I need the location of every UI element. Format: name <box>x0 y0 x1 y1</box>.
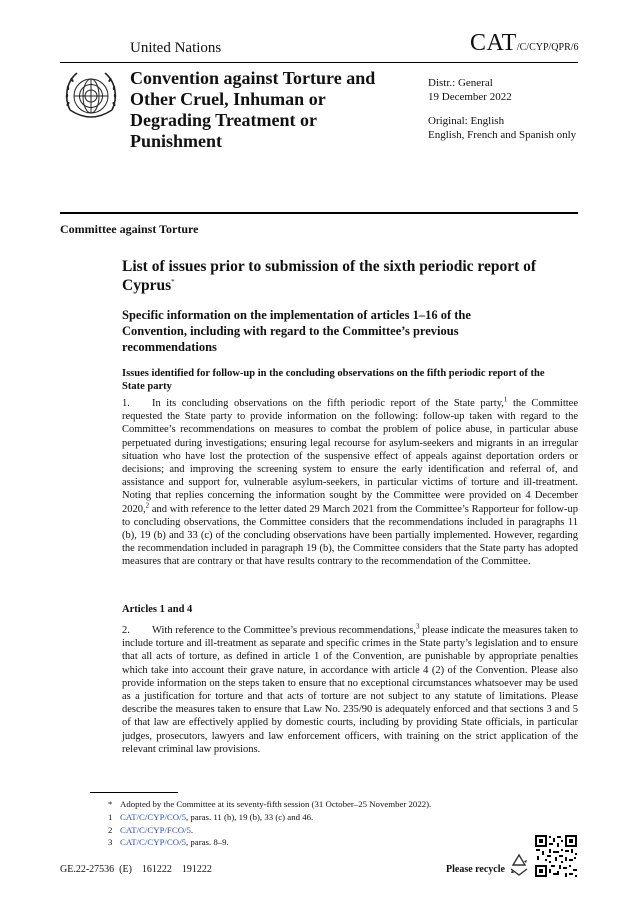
paragraph-number: 1. <box>122 398 130 409</box>
available-languages: English, French and Spanish only <box>428 129 577 141</box>
header-divider <box>60 62 578 63</box>
paragraph-2 <box>122 624 578 756</box>
footnote-ref[interactable]: 3 <box>415 622 420 631</box>
footnote <box>108 836 431 849</box>
footnote-link[interactable]: CAT/C/CYP/FCO/5 <box>120 824 191 835</box>
org-name: United Nations <box>130 40 222 56</box>
original-language: Original: English <box>428 115 505 127</box>
footnote-marker: 3 <box>108 837 113 848</box>
footnote-text: Adopted by the Committee at its seventy-fifth session (31 October–25 November 2022). <box>120 799 432 809</box>
paragraph-number: 2. <box>122 625 130 636</box>
title-footnote-marker: * <box>171 277 175 286</box>
footnote-link[interactable]: CAT/C/CYP/CO/5 <box>120 811 186 822</box>
footnote-marker: * <box>108 799 113 809</box>
distribution: Distr.: General <box>428 77 493 89</box>
paragraph-1 <box>122 397 578 569</box>
footnote-marker: 1 <box>108 811 113 822</box>
recycle-icon <box>506 852 532 878</box>
issue-date: 19 December 2022 <box>428 91 512 103</box>
footnote-marker: 2 <box>108 824 113 835</box>
document-title <box>122 257 542 295</box>
footnote <box>108 811 431 824</box>
convention-title: Convention against Torture and Other Cruel, Inhuman or Degrading Treatment or Punishment <box>130 68 376 151</box>
footnote <box>108 824 431 837</box>
un-emblem-icon <box>60 66 122 128</box>
footnote-text: . <box>190 824 194 835</box>
footnote-ref[interactable]: 1 <box>503 395 508 404</box>
articles-heading: Articles 1 and 4 <box>122 604 193 615</box>
paragraph-text: please indicate the measures taken to include torture and ill-treatment as separate and specific crimes in the State party’s legislation and to ensure that all acts of torture, as defined in article 1 of the Convention, are punishable by appropriate penalties which take into account their grave nature, in accordance with article 4 (2) of the Convention. Please also provide information on the steps taken to ensure that no exceptional circumstances whatsoever may be used as a justification for torture and that acts of torture are not subject to any statute of limitations. Please describe the measures taken to ensure that Law No. 235/90 is adequately enforced and that sections 3 and 5 of that law are effectively applied by domestic courts, including by providing State officials, in particular judges, prosecutors, lawyers and law enforcement officers, with training on the strict application of the relevant criminal law provisions. <box>122 625 578 755</box>
footnote-ref[interactable]: 2 <box>145 501 150 510</box>
paragraph-text: With reference to the Committee’s previous recommendations, <box>152 625 416 636</box>
qr-code-icon[interactable] <box>534 834 578 878</box>
language-block <box>428 114 576 142</box>
footnote-text: , paras. 8–9. <box>186 837 229 848</box>
paragraph-text: In its concluding observations on the fifth periodic report of the State party, <box>152 398 504 409</box>
paragraph-text: and with reference to the letter dated 29 March 2021 from the Committee’s Rapporteur for follow-up to concluding observations, the Committee considers that the recommendations included in paragraphs 11 (b), 19 (b) and 33 (c) of the concluding observations have been partially implemented. However, regarding the recommendation included in paragraph 19 (b), the Committee considers that the State party has adopted measures that are contrary or that have results contrary to the recommendation of the Committee. <box>122 503 578 568</box>
document-title-text: List of issues prior to submission of the sixth periodic report of Cyprus <box>122 258 537 294</box>
distribution-block <box>428 76 512 104</box>
recycle-label: Please recycle <box>446 864 505 875</box>
document-symbol <box>470 30 579 57</box>
symbol-suffix: /C/CYP/QPR/6 <box>516 42 579 53</box>
job-number: GE.22-27536 (E) 161222 191222 <box>60 864 212 875</box>
footnote-text: , paras. 11 (b), 19 (b), 33 (c) and 46. <box>186 811 314 822</box>
symbol-main: CAT <box>470 30 517 56</box>
section-subheading: Specific information on the implementation of articles 1–16 of the Convention, including with regard to the Committee’s previous recommendations <box>122 308 471 354</box>
title-divider <box>60 212 578 214</box>
committee-name: Committee against Torture <box>60 222 199 236</box>
footnote <box>108 798 431 811</box>
footnote-divider <box>90 792 178 793</box>
paragraph-text: the Committee requested the State party to provide information on the following: follow-up taken with regard to the Committee’s recommendations on measures to combat the problem of police abuse, in particular abuse perpetuated during investigations; ensuring legal recourse for asylum-seekers and migrants in an irregular situation who have lost the protection of the suspensive effect of appeals against deportation orders or decisions; and improving the screening system to ensure the early identification and referral of, and assistance and support for, vulnerable asylum-seekers, in particular victims of torture and ill-treatment. Noting that replies concerning the information sought by the Committee were provided on 4 December 2020, <box>122 398 578 515</box>
footnotes <box>108 798 431 849</box>
issues-heading: Issues identified for follow-up in the concluding observations on the fifth periodic report of the State party <box>122 368 545 392</box>
footnote-link[interactable]: CAT/C/CYP/CO/5 <box>120 837 186 848</box>
